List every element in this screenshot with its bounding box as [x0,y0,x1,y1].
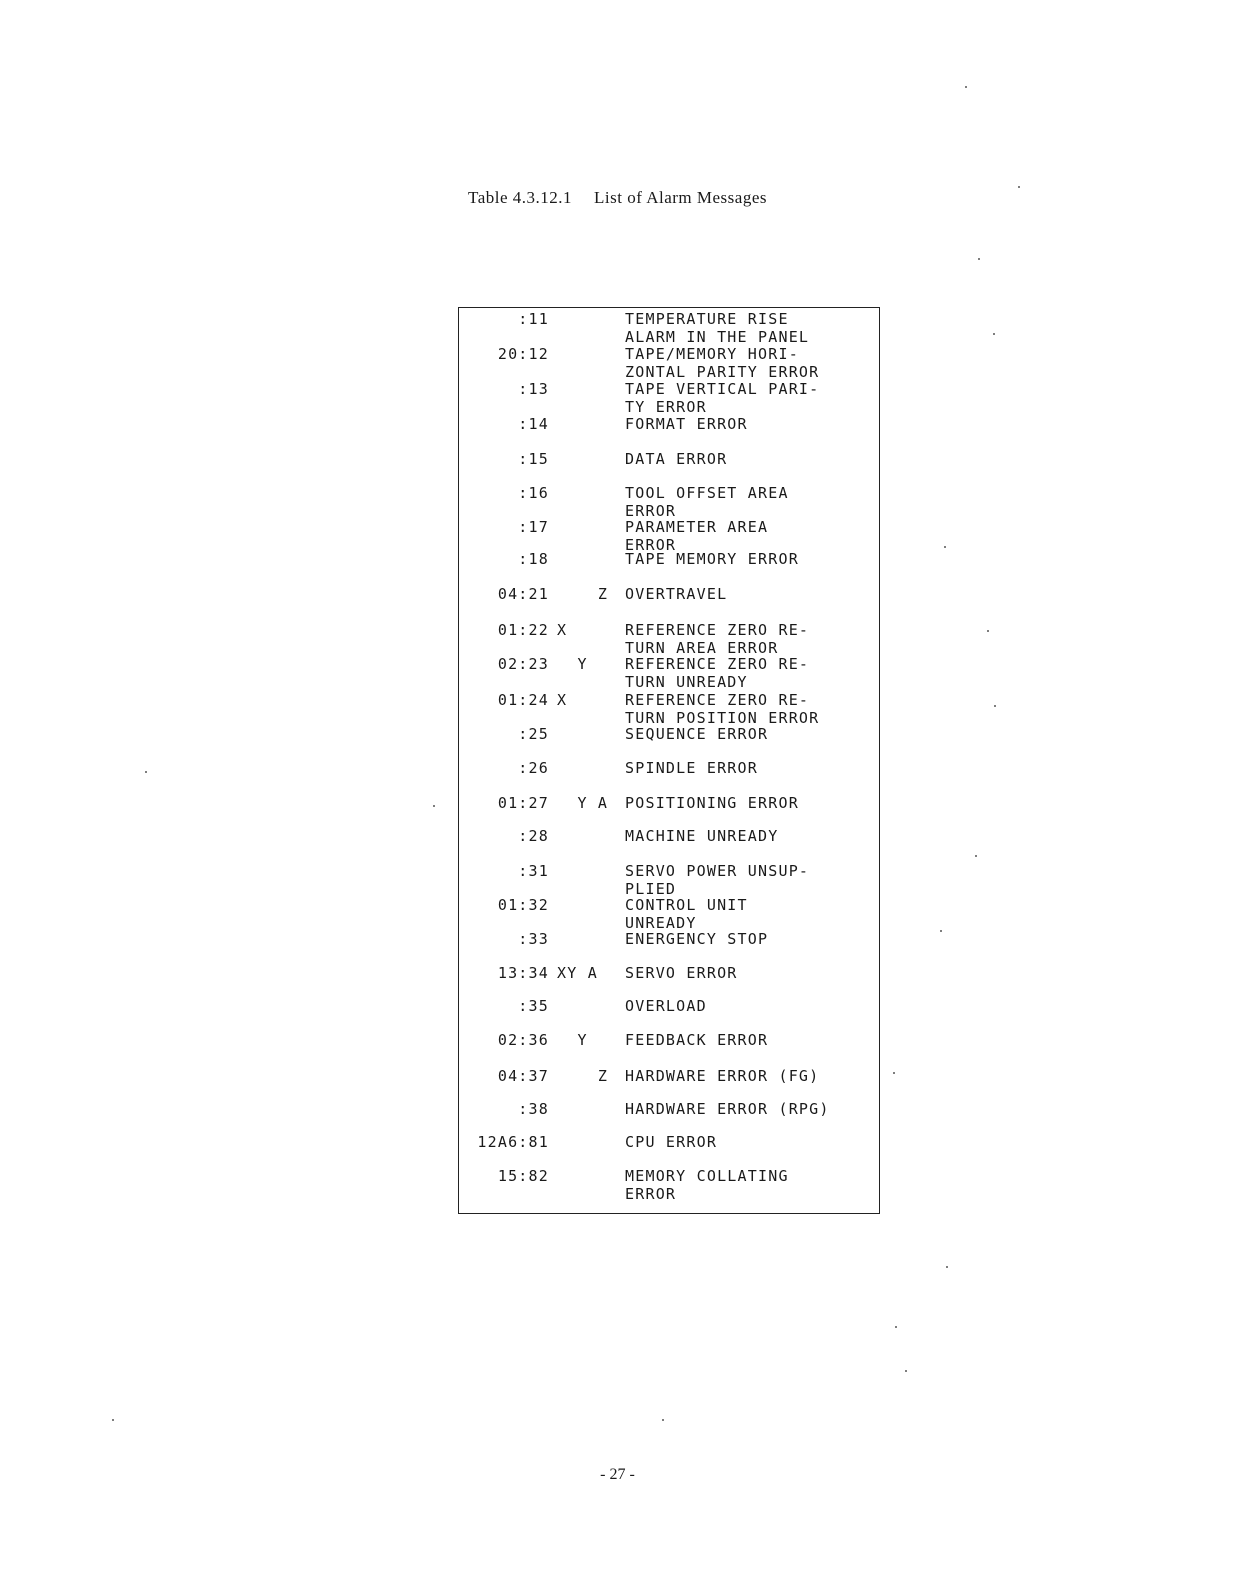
alarm-axis: Y [557,1031,588,1049]
alarm-message: REFERENCE ZERO RE- TURN POSITION ERROR [625,691,820,727]
page-number: - 27 - [600,1466,635,1483]
alarm-code: 01:27 [497,794,549,812]
scan-speck [993,333,995,335]
alarm-code: :25 [518,725,549,743]
scan-speck [433,805,435,807]
scan-speck [965,86,967,88]
alarm-message: OVERLOAD [625,997,707,1015]
alarm-code: :13 [518,380,549,398]
alarm-message: SEQUENCE ERROR [625,725,769,743]
alarm-axis: Z [557,1067,609,1085]
alarm-code: :17 [518,518,549,536]
alarm-message: SERVO POWER UNSUP- PLIED [625,862,810,898]
alarm-code: 20:12 [497,345,549,363]
alarm-code: 02:23 [497,655,549,673]
alarm-message: HARDWARE ERROR (FG) [625,1067,820,1085]
scan-speck [1018,186,1020,188]
alarm-message: FORMAT ERROR [625,415,748,433]
scan-speck [987,630,989,632]
alarm-message: OVERTRAVEL [625,585,728,603]
alarm-message: SERVO ERROR [625,964,738,982]
alarm-message: ENERGENCY STOP [625,930,769,948]
alarm-code: :33 [518,930,549,948]
scan-speck [145,771,147,773]
alarm-message: DATA ERROR [625,450,728,468]
alarm-message: SPINDLE ERROR [625,759,758,777]
alarm-code: 12A6:81 [477,1133,549,1151]
scan-speck [895,1326,897,1328]
alarm-message: FEEDBACK ERROR [625,1031,769,1049]
alarm-message: PARAMETER AREA ERROR [625,518,769,554]
table-caption [0,188,1235,208]
scan-speck [662,1419,664,1421]
alarm-message: TOOL OFFSET AREA ERROR [625,484,789,520]
alarm-code: :38 [518,1100,549,1118]
scan-speck [944,546,946,548]
alarm-message: CPU ERROR [625,1133,718,1151]
alarm-message: REFERENCE ZERO RE- TURN UNREADY [625,655,810,691]
alarm-axis: Z [557,585,609,603]
scan-speck [940,930,942,932]
alarm-code: :16 [518,484,549,502]
alarm-axis: X [557,621,568,639]
alarm-code: :14 [518,415,549,433]
alarm-axis: Y [557,655,588,673]
alarm-code: 01:32 [497,896,549,914]
alarm-code: :15 [518,450,549,468]
alarm-message: HARDWARE ERROR (RPG) [625,1100,830,1118]
alarm-message: CONTROL UNIT UNREADY [625,896,748,932]
scan-speck [893,1072,895,1074]
alarm-message: TAPE MEMORY ERROR [625,550,799,568]
alarm-message: MACHINE UNREADY [625,827,779,845]
alarm-code: 04:21 [497,585,549,603]
table-title: List of Alarm Messages [594,188,767,207]
alarm-message: REFERENCE ZERO RE- TURN AREA ERROR [625,621,810,657]
alarm-code: :28 [518,827,549,845]
alarm-message: TAPE/MEMORY HORI- ZONTAL PARITY ERROR [625,345,820,381]
alarm-code: :26 [518,759,549,777]
alarm-code: :11 [518,310,549,328]
alarm-code: 01:24 [497,691,549,709]
alarm-code: 15:82 [497,1167,549,1185]
scan-speck [112,1419,114,1421]
alarm-code: :18 [518,550,549,568]
scan-speck [978,258,980,260]
scan-speck [905,1370,907,1372]
alarm-code: :31 [518,862,549,880]
alarm-message: TAPE VERTICAL PARI- TY ERROR [625,380,820,416]
alarm-code: :35 [518,997,549,1015]
alarm-axis: XY A [557,964,598,982]
scan-speck [994,705,996,707]
alarm-message: TEMPERATURE RISE ALARM IN THE PANEL [625,310,810,346]
alarm-message: MEMORY COLLATING ERROR [625,1167,789,1203]
alarm-code: 01:22 [497,621,549,639]
alarm-code: 13:34 [497,964,549,982]
alarm-message-table [458,307,880,1214]
table-number: Table 4.3.12.1 [468,188,573,207]
scan-speck [975,855,977,857]
alarm-axis: X [557,691,568,709]
alarm-code: 02:36 [497,1031,549,1049]
scan-speck [946,1266,948,1268]
alarm-code: 04:37 [497,1067,549,1085]
alarm-axis: Y A [557,794,609,812]
alarm-message: POSITIONING ERROR [625,794,799,812]
